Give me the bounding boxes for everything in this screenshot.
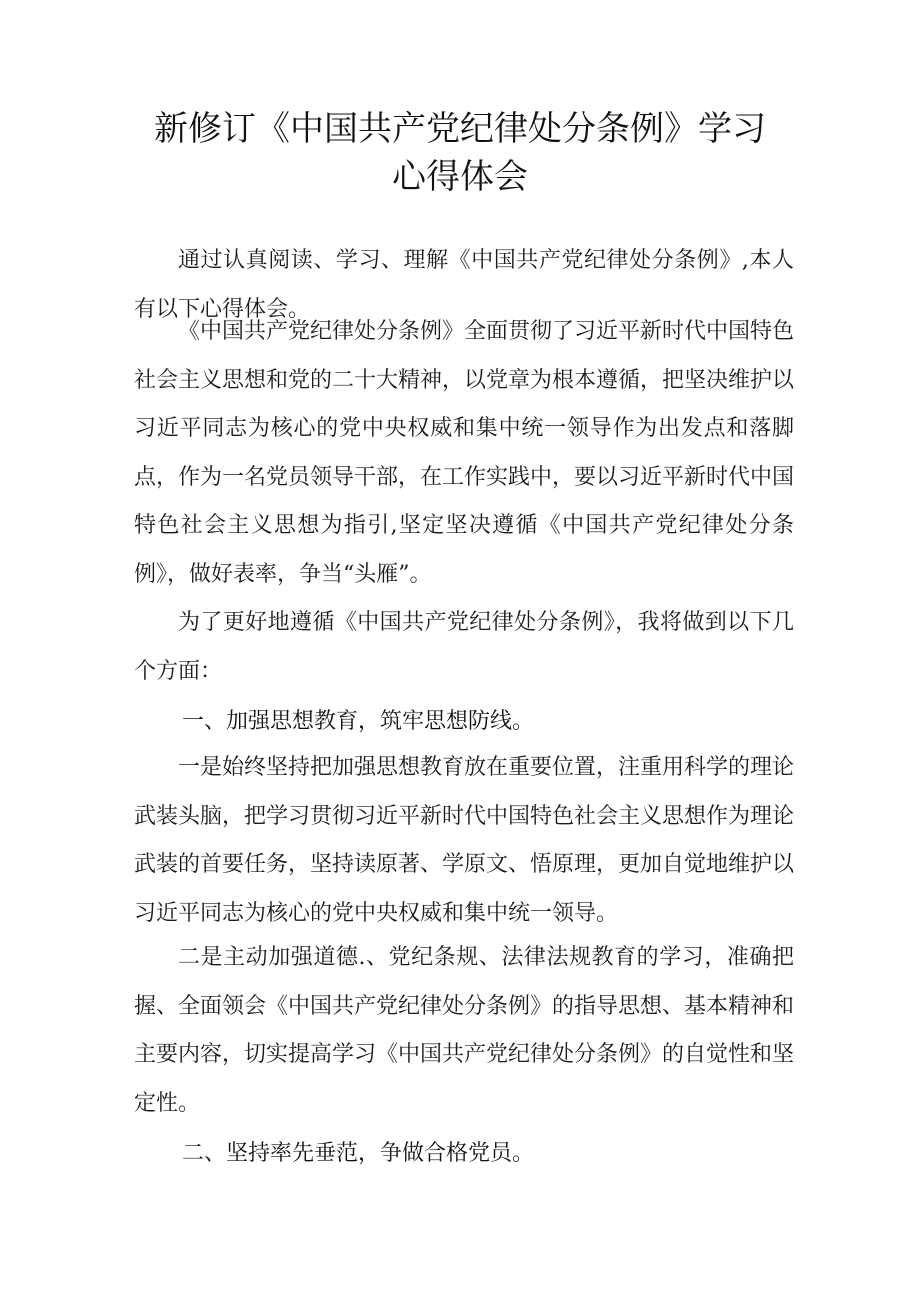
section-heading-2: 二、坚持率先垂范，争做合格党员。 — [182, 1141, 535, 1166]
paragraph-section1-point-a: 一是始终坚持把加强思想教育放在重要位置，注重用科学的理论武装头脑，把学习贯彻习近平新时代中国特色社会主义思想作为理论武装的首要任务，坚持读原著、学原文、悟原理，更加自觉地维护以习近平同志为核心的党中央权威和集中统一领导。 — [134, 755, 795, 926]
paragraph-section1-point-b: 二是主动加强道德.、党纪条规、法律法规教育的学习，准确把握、全面领会《中国共产党纪律处分条例》的指导思想、基本精神和主要内容，切实提高学习《中国共产党纪律处分条例》的自觉性和坚定性。 — [134, 945, 795, 1116]
document-title-line-1: 新修订《中国共产党纪律处分条例》学习 — [154, 109, 766, 149]
paragraph-overview: 《中国共产党纪律处分条例》全面贯彻了习近平新时代中国特色社会主义思想和党的二十大精神，以党章为根本遵循，把坚决维护以习近平同志为核心的党中央权威和集中统一领导作为出发点和落脚点，作为一名党员领导干部，在工作实践中，要以习近平新时代中国特色社会主义思想为指引,坚定坚决遵循《中国共产党纪律处分条例》，做好表率，争当“头雁”。 — [134, 319, 795, 587]
section-heading-1: 一、加强思想教育，筑牢思想防线。 — [182, 709, 535, 734]
paragraph-lead: 为了更好地遵循《中国共产党纪律处分条例》，我将做到以下几个方面： — [134, 610, 794, 684]
document-title-line-2: 心得体会 — [392, 157, 528, 197]
paragraph-intro: 通过认真阅读、学习、理解《中国共产党纪律处分条例》,本人有以下心得体会。 — [134, 248, 794, 322]
